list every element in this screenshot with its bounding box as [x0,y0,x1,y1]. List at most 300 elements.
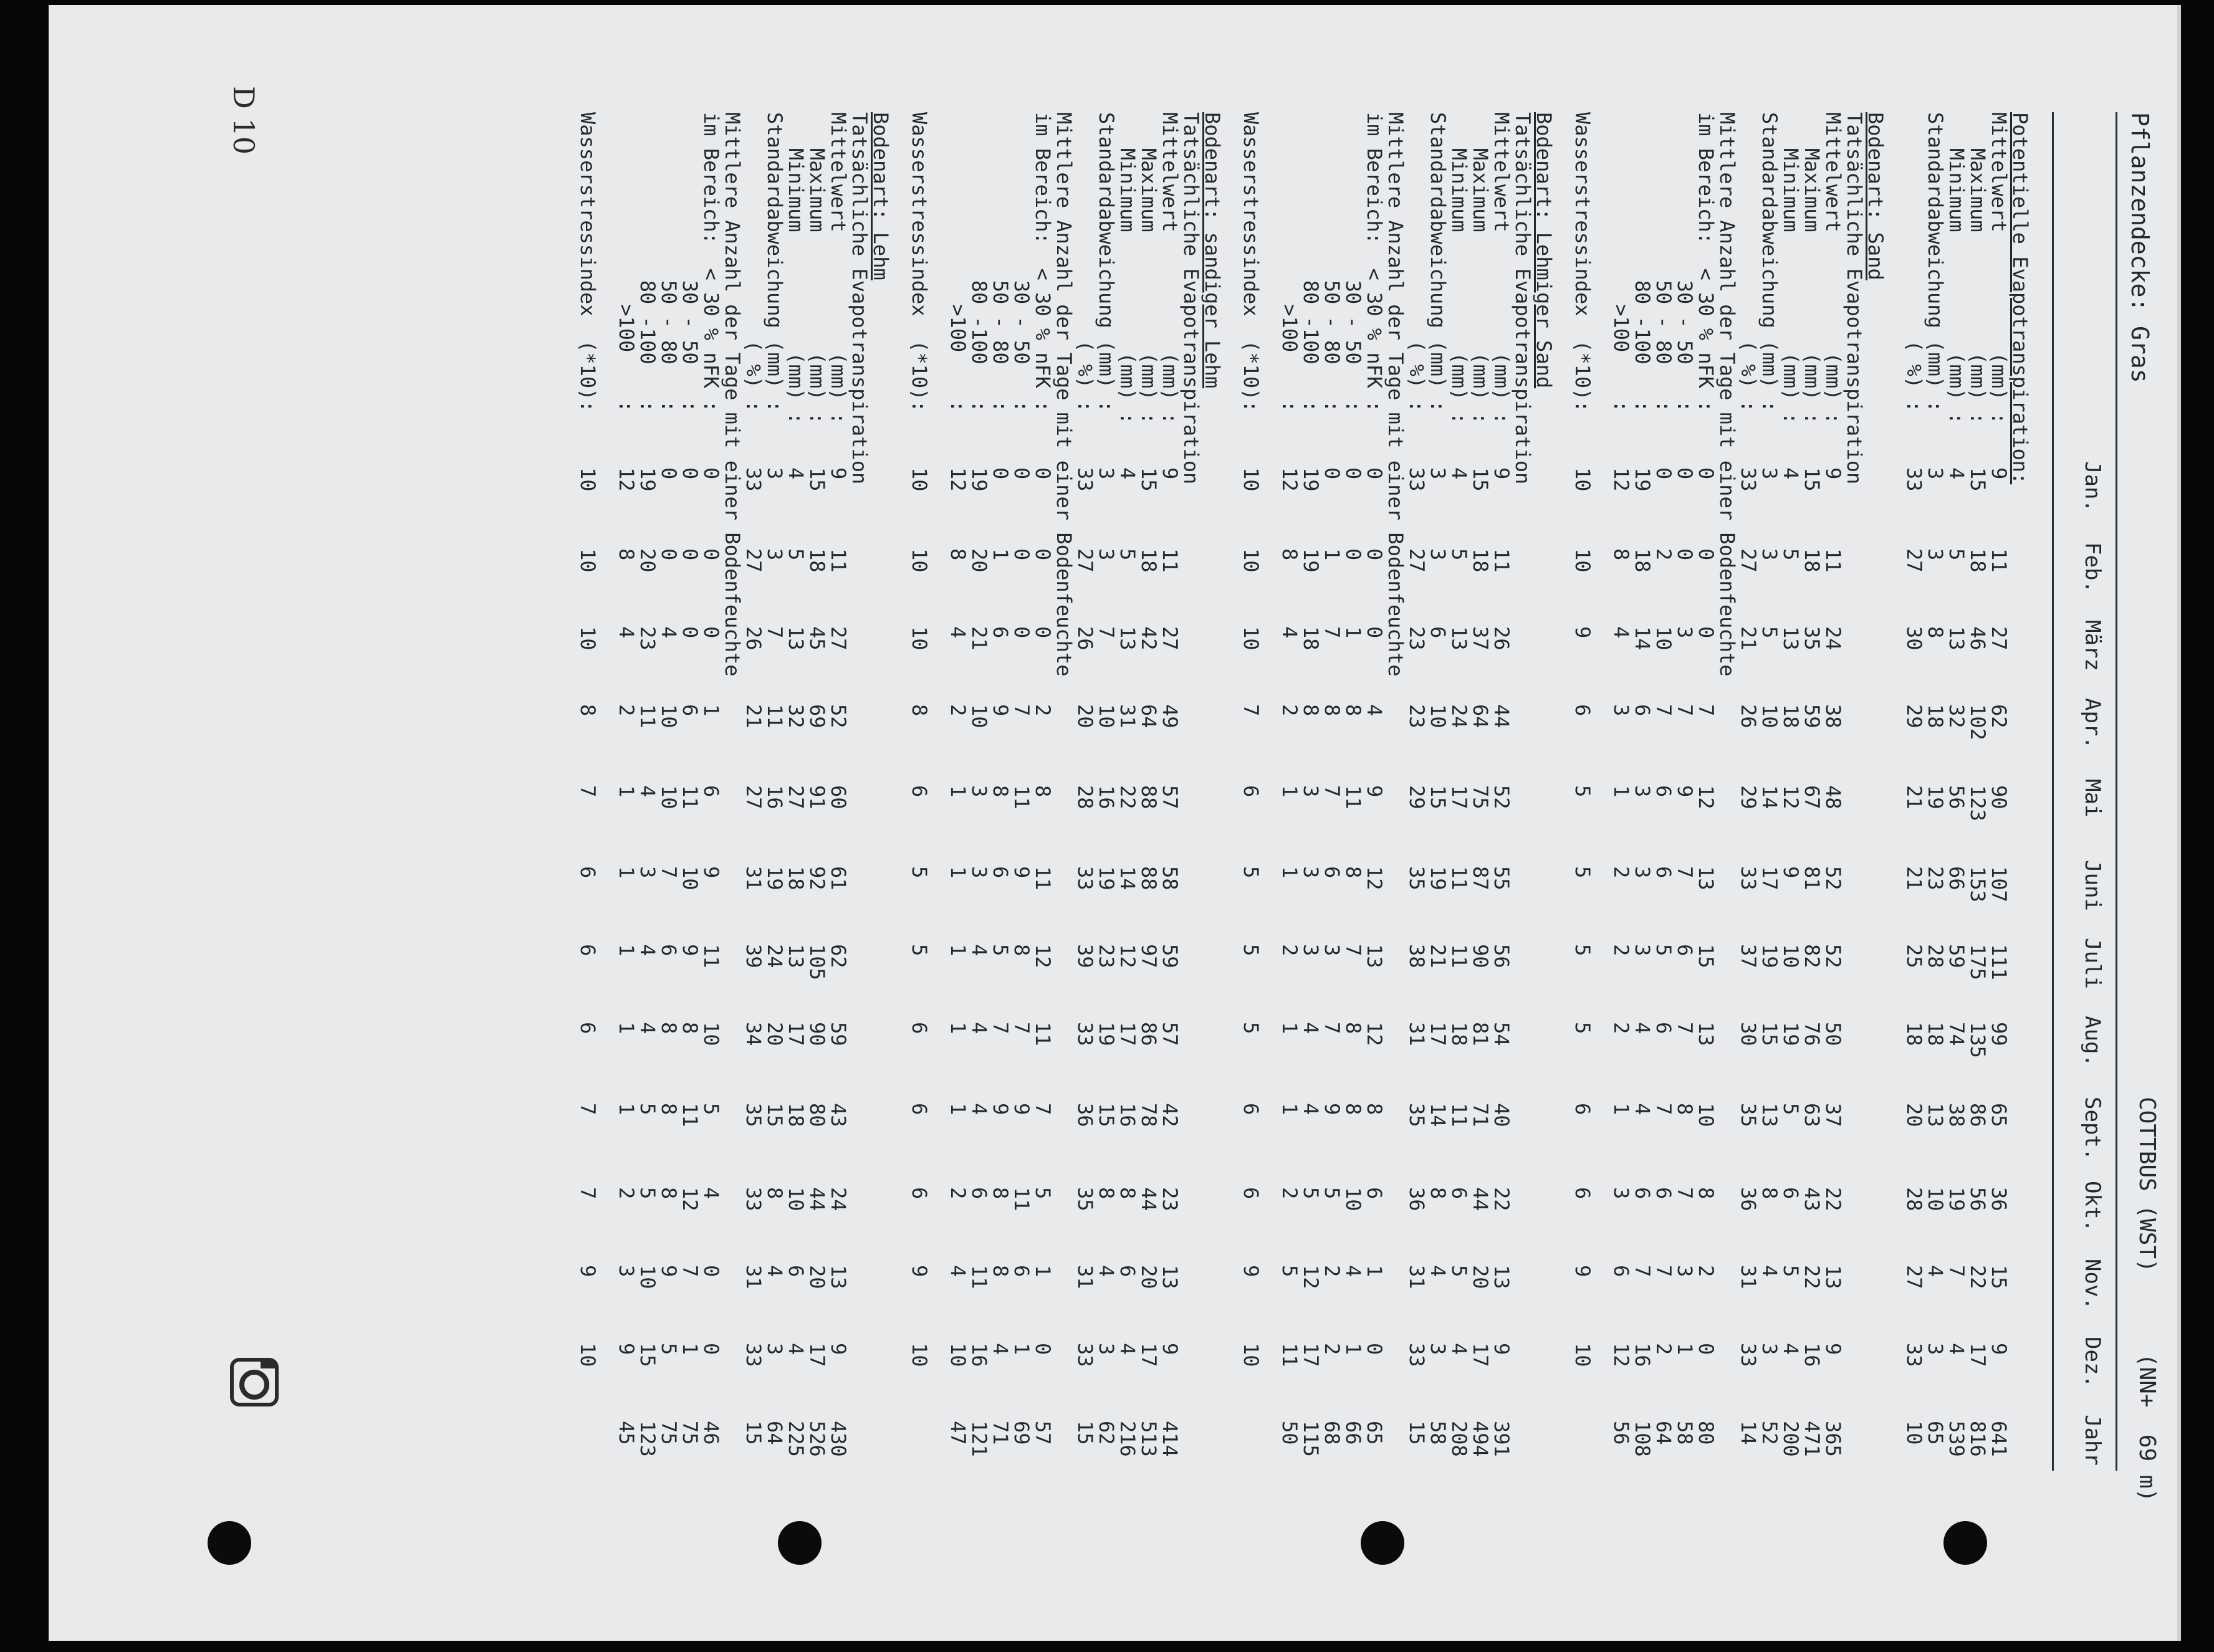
row-label: Mittlere Anzahl der Tage mit einer Bodenfeuchte [1384,112,1407,677]
row-label: Bodenart: sandiger Lehm [1200,112,1224,389]
table-cell: 4 [1426,1265,1450,1277]
table-cell: 4 [1631,1022,1654,1034]
table-cell: 0 [1363,626,1386,639]
row-label: 30 - 50 : [1673,112,1697,413]
table-cell: 0 [657,548,681,561]
table-cell: 58 [1158,866,1182,890]
table-cell: 0 [1363,548,1386,561]
table-cell: 391 [1490,1421,1513,1457]
table-cell: 59 [1158,944,1182,968]
table-cell: 44 [805,1187,829,1211]
table-cell: 641 [1987,1421,2011,1457]
table-cell: 0 [1010,626,1033,639]
table-cell: 10 [908,548,931,573]
table-cell: 13 [1116,626,1139,651]
table-cell: 7 [1320,1022,1344,1034]
table-cell: 45 [805,626,829,651]
table-cell: 59 [827,1022,850,1046]
table-cell: 5 [1239,866,1263,879]
table-cell: 4 [636,1022,659,1034]
table-cell: 3 [1426,1343,1450,1355]
table-cell: 9 [657,1265,681,1277]
table-cell: 42 [1137,626,1161,651]
table-cell: 7 [1652,1103,1675,1115]
table-cell: 3 [763,1343,787,1355]
table-cell: 17 [805,1343,829,1367]
table-cell: 2 [1031,704,1055,717]
row-label: >100 : [1609,112,1633,413]
table-cell: 23 [1158,1187,1182,1211]
table-cell: 0 [699,548,723,561]
table-cell: 0 [1363,467,1386,480]
table-cell: 11 [1010,1187,1033,1211]
table-cell: 80 [1694,1421,1718,1445]
table-cell: 10 [1779,944,1803,968]
table-cell: 9 [1673,785,1697,798]
row-label: Wasserstressindex (*10): [908,112,931,413]
row-label: >100 : [615,112,638,413]
table-cell: 10 [908,467,931,492]
table-cell: 11 [827,548,850,573]
table-cell: 36 [1073,1103,1097,1127]
table-cell: 3 [1320,944,1344,957]
table-cell: 7 [657,866,681,879]
table-cell: 4 [1758,1265,1781,1277]
table-cell: 81 [1800,866,1824,890]
row-label: Maximum (mm) : [1469,112,1492,424]
row-label: Maximum (mm) : [1800,112,1824,424]
table-cell: 2 [615,704,638,717]
table-cell: 27 [1405,548,1429,573]
table-cell: 55 [1490,866,1513,890]
table-cell: 31 [1073,1265,1097,1289]
table-cell: 0 [989,467,1012,480]
table-cell: 7 [1320,785,1344,798]
table-cell: 7 [678,1265,702,1277]
table-cell: 0 [1031,467,1055,480]
table-cell: 23 [1405,626,1429,651]
table-cell: 2 [1278,944,1301,957]
table-cell: 6 [1631,1187,1654,1200]
table-cell: 36 [1405,1187,1429,1211]
table-cell: 20 [805,1265,829,1289]
table-cell: 1 [615,1022,638,1034]
table-cell: 4 [1363,704,1386,717]
punch-hole-3 [1361,1521,1404,1565]
table-cell: 7 [1694,704,1718,717]
table-cell: 12 [946,467,970,492]
row-label: Mittelwert (mm) : [1490,112,1513,424]
table-cell: 11 [1278,1343,1301,1367]
table-cell: 1 [1320,548,1344,561]
table-cell: 38 [1405,944,1429,968]
table-cell: 56 [1490,944,1513,968]
table-cell: 10 [576,467,600,492]
table-cell: 0 [1694,467,1718,480]
table-cell: 15 [805,467,829,492]
month-header: Mai [2080,779,2105,818]
table-cell: 17 [1758,866,1781,890]
table-cell: 80 [805,1103,829,1127]
table-cell: 9 [699,866,723,879]
row-label: Mittlere Anzahl der Tage mit einer Bodenfeuchte [1052,112,1076,677]
row-label: Standardabweichung (mm) : [1426,112,1450,413]
row-label: Mittelwert (mm) : [1158,112,1182,424]
table-cell: 13 [827,1265,850,1289]
table-cell: 6 [989,866,1012,879]
table-cell: 86 [1966,1103,1990,1127]
table-cell: 78 [1137,1103,1161,1127]
table-cell: 88 [1137,866,1161,890]
row-label: Potentielle Evapotranspiration: [2008,112,2032,485]
table-cell: 18 [1447,1022,1471,1046]
table-cell: 46 [1966,626,1990,651]
row-label: Bodenart: Lehm [869,112,893,280]
table-cell: 5 [1239,1022,1263,1034]
table-cell: 816 [1966,1421,1990,1457]
table-cell: 4 [1299,1022,1323,1034]
table-cell: 2 [1278,704,1301,717]
table-cell: 2 [946,704,970,717]
table-cell: 7 [1095,626,1118,639]
table-cell: 38 [1821,704,1845,728]
table-cell: 19 [1426,866,1450,890]
table-cell: 27 [827,626,850,651]
table-cell: 3 [1609,1187,1633,1200]
row-label: 50 - 80 : [657,112,681,413]
table-cell: 57 [1158,785,1182,809]
table-cell: 5 [1779,1103,1803,1115]
table-cell: 0 [1031,1343,1055,1355]
table-cell: 8 [1010,944,1033,957]
table-cell: 18 [1924,1022,1947,1046]
table-cell: 3 [1631,944,1654,957]
table-cell: 5 [1779,548,1803,561]
row-label: Minimum (mm) : [1116,112,1139,424]
table-cell: 64 [1137,704,1161,728]
table-cell: 6 [1571,1187,1594,1200]
table-cell: 1 [946,785,970,798]
table-cell: 21 [1902,866,1926,890]
table-cell: 27 [742,548,765,573]
table-cell: 5 [1239,944,1263,957]
table-cell: 9 [1490,1343,1513,1355]
table-cell: 5 [1031,1187,1055,1200]
table-cell: 38 [1945,1103,1968,1127]
table-cell: 23 [1095,944,1118,968]
table-cell: 14 [1116,866,1139,890]
table-cell: 33 [742,1187,765,1211]
table-cell: 27 [742,785,765,809]
table-cell: 1 [1010,1343,1033,1355]
table-cell: 6 [576,866,600,879]
table-cell: 44 [1469,1187,1492,1211]
table-cell: 1 [615,944,638,957]
table-cell: 75 [657,1421,681,1445]
table-cell: 15 [763,1103,787,1127]
table-cell: 10 [636,1265,659,1289]
table-cell: 19 [1095,1022,1118,1046]
table-cell: 4 [967,944,991,957]
table-cell: 60 [827,785,850,809]
table-cell: 8 [1341,1022,1365,1034]
table-cell: 23 [1924,866,1947,890]
table-cell: 11 [1447,1103,1471,1127]
table-cell: 20 [1469,1265,1492,1289]
table-cell: 92 [805,866,829,890]
table-cell: 11 [1031,1022,1055,1046]
table-cell: 20 [763,1022,787,1046]
table-cell: 4 [1447,1343,1471,1355]
table-cell: 13 [1924,1103,1947,1127]
table-cell: 23 [1405,704,1429,728]
table-cell: 10 [1239,467,1263,492]
table-cell: 52 [827,704,850,728]
table-cell: 4 [636,944,659,957]
row-label: >100 : [946,112,970,413]
table-cell: 48 [1821,785,1845,809]
table-cell: 31 [742,1265,765,1289]
table-cell: 62 [1095,1421,1118,1445]
table-cell: 21 [967,626,991,651]
table-cell: 9 [1987,467,2011,480]
table-cell: 3 [1924,1343,1947,1355]
table-cell: 27 [1737,548,1760,573]
month-header: Aug. [2080,1016,2105,1067]
table-cell: 5 [1447,1265,1471,1277]
table-cell: 2 [1278,1187,1301,1200]
table-cell: 43 [1800,1187,1824,1211]
table-cell: 1 [1278,785,1301,798]
table-cell: 14 [1758,785,1781,809]
table-cell: 6 [1652,785,1675,798]
table-cell: 10 [1239,548,1263,573]
table-cell: 3 [1758,467,1781,480]
table-cell: 6 [908,1187,931,1200]
table-cell: 4 [1779,1343,1803,1355]
table-cell: 31 [742,866,765,890]
table-cell: 66 [1341,1421,1365,1445]
table-cell: 3 [1758,1343,1781,1355]
table-cell: 2 [1609,866,1633,879]
table-cell: 57 [1031,1421,1055,1445]
month-header: Jan. [2080,461,2105,512]
table-cell: 6 [1239,1103,1263,1115]
table-cell: 27 [1073,548,1097,573]
table-cell: 33 [1902,467,1926,492]
table-cell: 19 [1945,1187,1968,1211]
table-cell: 3 [763,467,787,480]
table-cell: 0 [1694,1343,1718,1355]
table-cell: 19 [1924,785,1947,809]
table-cell: 8 [989,785,1012,798]
table-cell: 16 [763,785,787,809]
table-cell: 8 [1363,1103,1386,1115]
table-cell: 62 [827,944,850,968]
table-cell: 7 [1673,1022,1697,1034]
row-label: Bodenart: Sand [1864,112,1887,280]
table-cell: 8 [657,1022,681,1034]
table-cell: 4 [1116,1343,1139,1355]
table-cell: 12 [1278,467,1301,492]
table-cell: 13 [1363,944,1386,968]
table-cell: 4 [763,1265,787,1277]
table-cell: 115 [1299,1421,1323,1457]
table-cell: 87 [1469,866,1492,890]
table-cell: 36 [1987,1187,2011,1211]
punch-hole-1 [208,1521,251,1565]
table-cell: 8 [763,1187,787,1200]
table-cell: 18 [1137,548,1161,573]
table-cell: 3 [1095,548,1118,561]
table-cell: 2 [615,1187,638,1200]
table-cell: 0 [1010,548,1033,561]
table-cell: 7 [1010,1022,1033,1034]
table-cell: 33 [1902,1343,1926,1367]
table-cell: 1 [1278,1022,1301,1034]
table-cell: 11 [678,785,702,809]
table-cell: 17 [1469,1343,1492,1367]
table-cell: 5 [1758,626,1781,639]
table-cell: 19 [1299,548,1323,573]
month-header: Nov. [2080,1259,2105,1310]
table-cell: 5 [657,1343,681,1355]
table-cell: 11 [1447,944,1471,968]
table-cell: 526 [805,1421,829,1457]
table-cell: 5 [636,1103,659,1115]
table-cell: 11 [636,704,659,728]
table-cell: 33 [1073,866,1097,890]
table-cell: 8 [657,1103,681,1115]
table-cell: 4 [1609,626,1633,639]
table-cell: 3 [763,548,787,561]
table-cell: 10 [1426,704,1450,728]
table-cell: 13 [1758,1103,1781,1127]
row-label: Tatsächliche Evapotranspiration [848,112,871,485]
table-cell: 10 [657,704,681,728]
table-cell: 27 [1987,626,2011,651]
table-cell: 19 [1299,467,1323,492]
table-cell: 29 [1737,785,1760,809]
table-cell: 5 [1779,1265,1803,1277]
table-cell: 30 [1902,626,1926,651]
row-label: Tatsächliche Evapotranspiration [1179,112,1203,485]
table-cell: 4 [784,1343,808,1355]
table-cell: 4 [946,1265,970,1277]
table-cell: 0 [1673,548,1697,561]
table-cell: 4 [1945,467,1968,480]
table-cell: 15 [1405,1421,1429,1445]
row-label: Standardabweichung (mm) : [1758,112,1781,413]
table-cell: 0 [1673,467,1697,480]
table-cell: 123 [636,1421,659,1457]
table-cell: 1 [1341,626,1365,639]
table-cell: 10 [784,1187,808,1211]
table-cell: 15 [1987,1265,2011,1289]
table-cell: 7 [763,626,787,639]
row-label: Minimum (mm) : [1779,112,1803,424]
table-cell: 3 [1609,704,1633,717]
table-cell: 0 [699,1343,723,1355]
table-cell: 40 [1490,1103,1513,1127]
station-title: COTTBUS (WST) (NN+ 69 m) [2134,1097,2160,1502]
table-cell: 29 [1405,785,1429,809]
table-cell: 13 [1158,1265,1182,1289]
table-cell: 10 [699,1022,723,1046]
table-cell: 39 [742,944,765,968]
table-cell: 200 [1779,1421,1803,1457]
month-header: Juni [2080,860,2105,911]
table-cell: 0 [1363,1343,1386,1355]
table-cell: 17 [1426,1022,1450,1046]
row-label: ( %) : [1073,112,1097,413]
month-header: März [2080,620,2105,671]
table-cell: 88 [1137,785,1161,809]
row-label: Wasserstressindex (*10): [576,112,600,413]
table-cell: 15 [1469,467,1492,492]
table-cell: 12 [1609,467,1633,492]
table-cell: 0 [1010,467,1033,480]
table-cell: 3 [1426,467,1450,480]
table-cell: 208 [1447,1421,1471,1457]
table-cell: 62 [1987,704,2011,728]
row-label: ( %) : [1737,112,1760,413]
table-row [570,69,600,1508]
table-cell: 22 [1966,1265,1990,1289]
table-cell: 2 [1609,944,1633,957]
row-label: Minimum (mm) : [1447,112,1471,424]
table-cell: 8 [1694,1187,1718,1200]
table-cell: 6 [1447,1187,1471,1200]
page-id: D 10 [227,86,261,155]
table-cell: 9 [1010,1103,1033,1115]
table-cell: 12 [615,467,638,492]
table-cell: 76 [1800,1022,1824,1046]
table-cell: 7 [1652,1265,1675,1277]
table-cell: 10 [1239,626,1263,651]
table-cell: 65 [1363,1421,1386,1445]
table-cell: 46 [699,1421,723,1445]
table-cell: 5 [1320,1187,1344,1200]
table-cell: 86 [1137,1022,1161,1046]
table-cell: 13 [1821,1265,1845,1289]
table-cell: 31 [1737,1265,1760,1289]
table-cell: 6 [699,785,723,798]
table-cell: 121 [967,1421,991,1457]
table-cell: 66 [1945,866,1968,890]
table-cell: 81 [1469,1022,1492,1046]
table-cell: 6 [678,704,702,717]
table-cell: 7 [1652,704,1675,717]
table-cell: 33 [1737,1343,1760,1367]
table-cell: 7 [1341,944,1365,957]
table-cell: 0 [1341,548,1365,561]
table-cell: 13 [1694,1022,1718,1046]
row-label: im Bereich: < 30 % nFK : [1031,112,1055,413]
table-cell: 4 [967,1022,991,1034]
punch-hole-2 [778,1521,822,1565]
table-cell: 18 [784,866,808,890]
table-cell: 6 [1631,704,1654,717]
table-cell: 9 [576,1265,600,1277]
table-cell: 18 [1469,548,1492,573]
row-label: 30 - 50 : [678,112,702,413]
table-cell: 26 [1737,704,1760,728]
table-cell: 8 [946,548,970,561]
table-cell: 50 [1821,1022,1845,1046]
row-label: Tatsächliche Evapotranspiration [1511,112,1535,485]
table-cell: 3 [1095,467,1118,480]
